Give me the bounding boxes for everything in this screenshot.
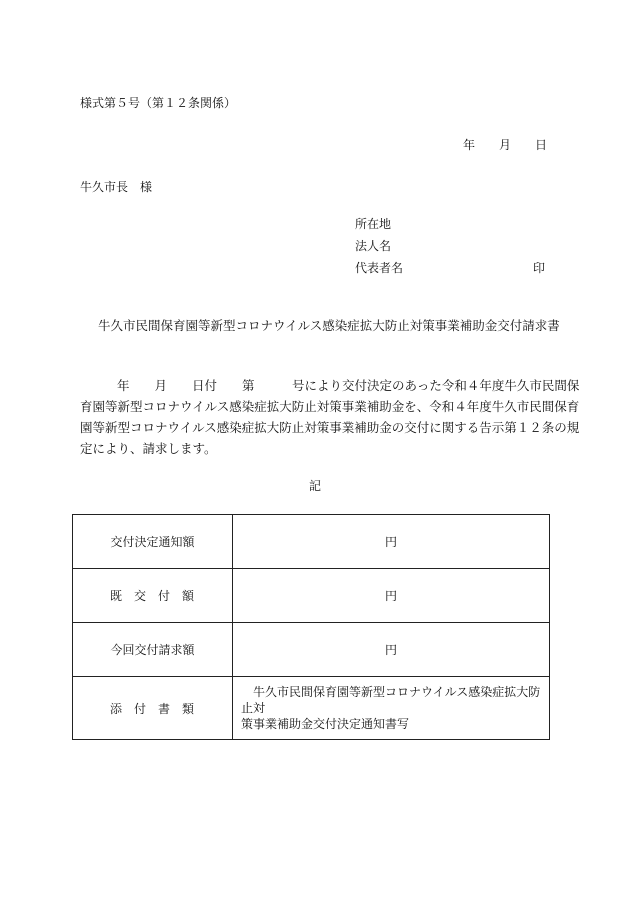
label-notified-amount: 交付決定通知額 xyxy=(73,515,233,569)
label-attachments: 添付書類 xyxy=(73,677,233,740)
label-already-paid: 既交付額 xyxy=(73,569,233,623)
label-current-request: 今回交付請求額 xyxy=(73,623,233,677)
sender-corp-label: 法人名 xyxy=(355,239,392,253)
value-already-paid: 円 xyxy=(233,569,550,623)
document-title: 牛久市民間保育園等新型コロナウイルス感染症拡大防止対策事業補助金交付請求書 xyxy=(98,318,560,333)
body-line-4: 定により、請求します。 xyxy=(80,441,217,456)
value-current-request: 円 xyxy=(233,623,550,677)
attachments-line-1: 牛久市民間保育園等新型コロナウイルス感染症拡大防止対 xyxy=(241,685,541,715)
sender-address-row xyxy=(355,216,545,238)
seal-mark: 印 xyxy=(532,261,545,275)
table-row xyxy=(73,677,550,740)
ki-heading: 記 xyxy=(309,479,322,493)
table-row xyxy=(73,515,550,569)
form-number: 様式第５号（第１２条関係） xyxy=(80,96,237,110)
value-notified-amount: 円 xyxy=(233,515,550,569)
table-row xyxy=(73,623,550,677)
sender-rep-row xyxy=(355,260,545,282)
body-line-3: 園等新型コロナウイルス感染症拡大防止対策事業補助金の交付に関する告示第１２条の規 xyxy=(80,420,580,435)
date-day: 日 xyxy=(535,138,548,152)
date-line xyxy=(463,137,547,153)
date-month: 月 xyxy=(499,138,512,152)
date-year: 年 xyxy=(463,138,476,152)
value-attachments xyxy=(233,677,550,740)
sender-block xyxy=(355,216,545,282)
table-row xyxy=(73,569,550,623)
addressee: 牛久市長 様 xyxy=(80,180,153,194)
sender-corp-row xyxy=(355,238,545,260)
attachments-line-2: 策事業補助金交付決定通知書写 xyxy=(241,717,410,731)
sender-address-label: 所在地 xyxy=(355,217,392,231)
body-line-2: 育園等新型コロナウイルス感染症拡大防止対策事業補助金を、令和４年度牛久市民間保育 xyxy=(80,399,580,414)
body-line-1: 年 月 日付 第 号により交付決定のあった令和４年度牛久市民間保 xyxy=(92,378,580,393)
body-paragraph xyxy=(80,375,580,459)
sender-rep-label: 代表者名 xyxy=(355,261,404,275)
amounts-table xyxy=(72,514,550,740)
